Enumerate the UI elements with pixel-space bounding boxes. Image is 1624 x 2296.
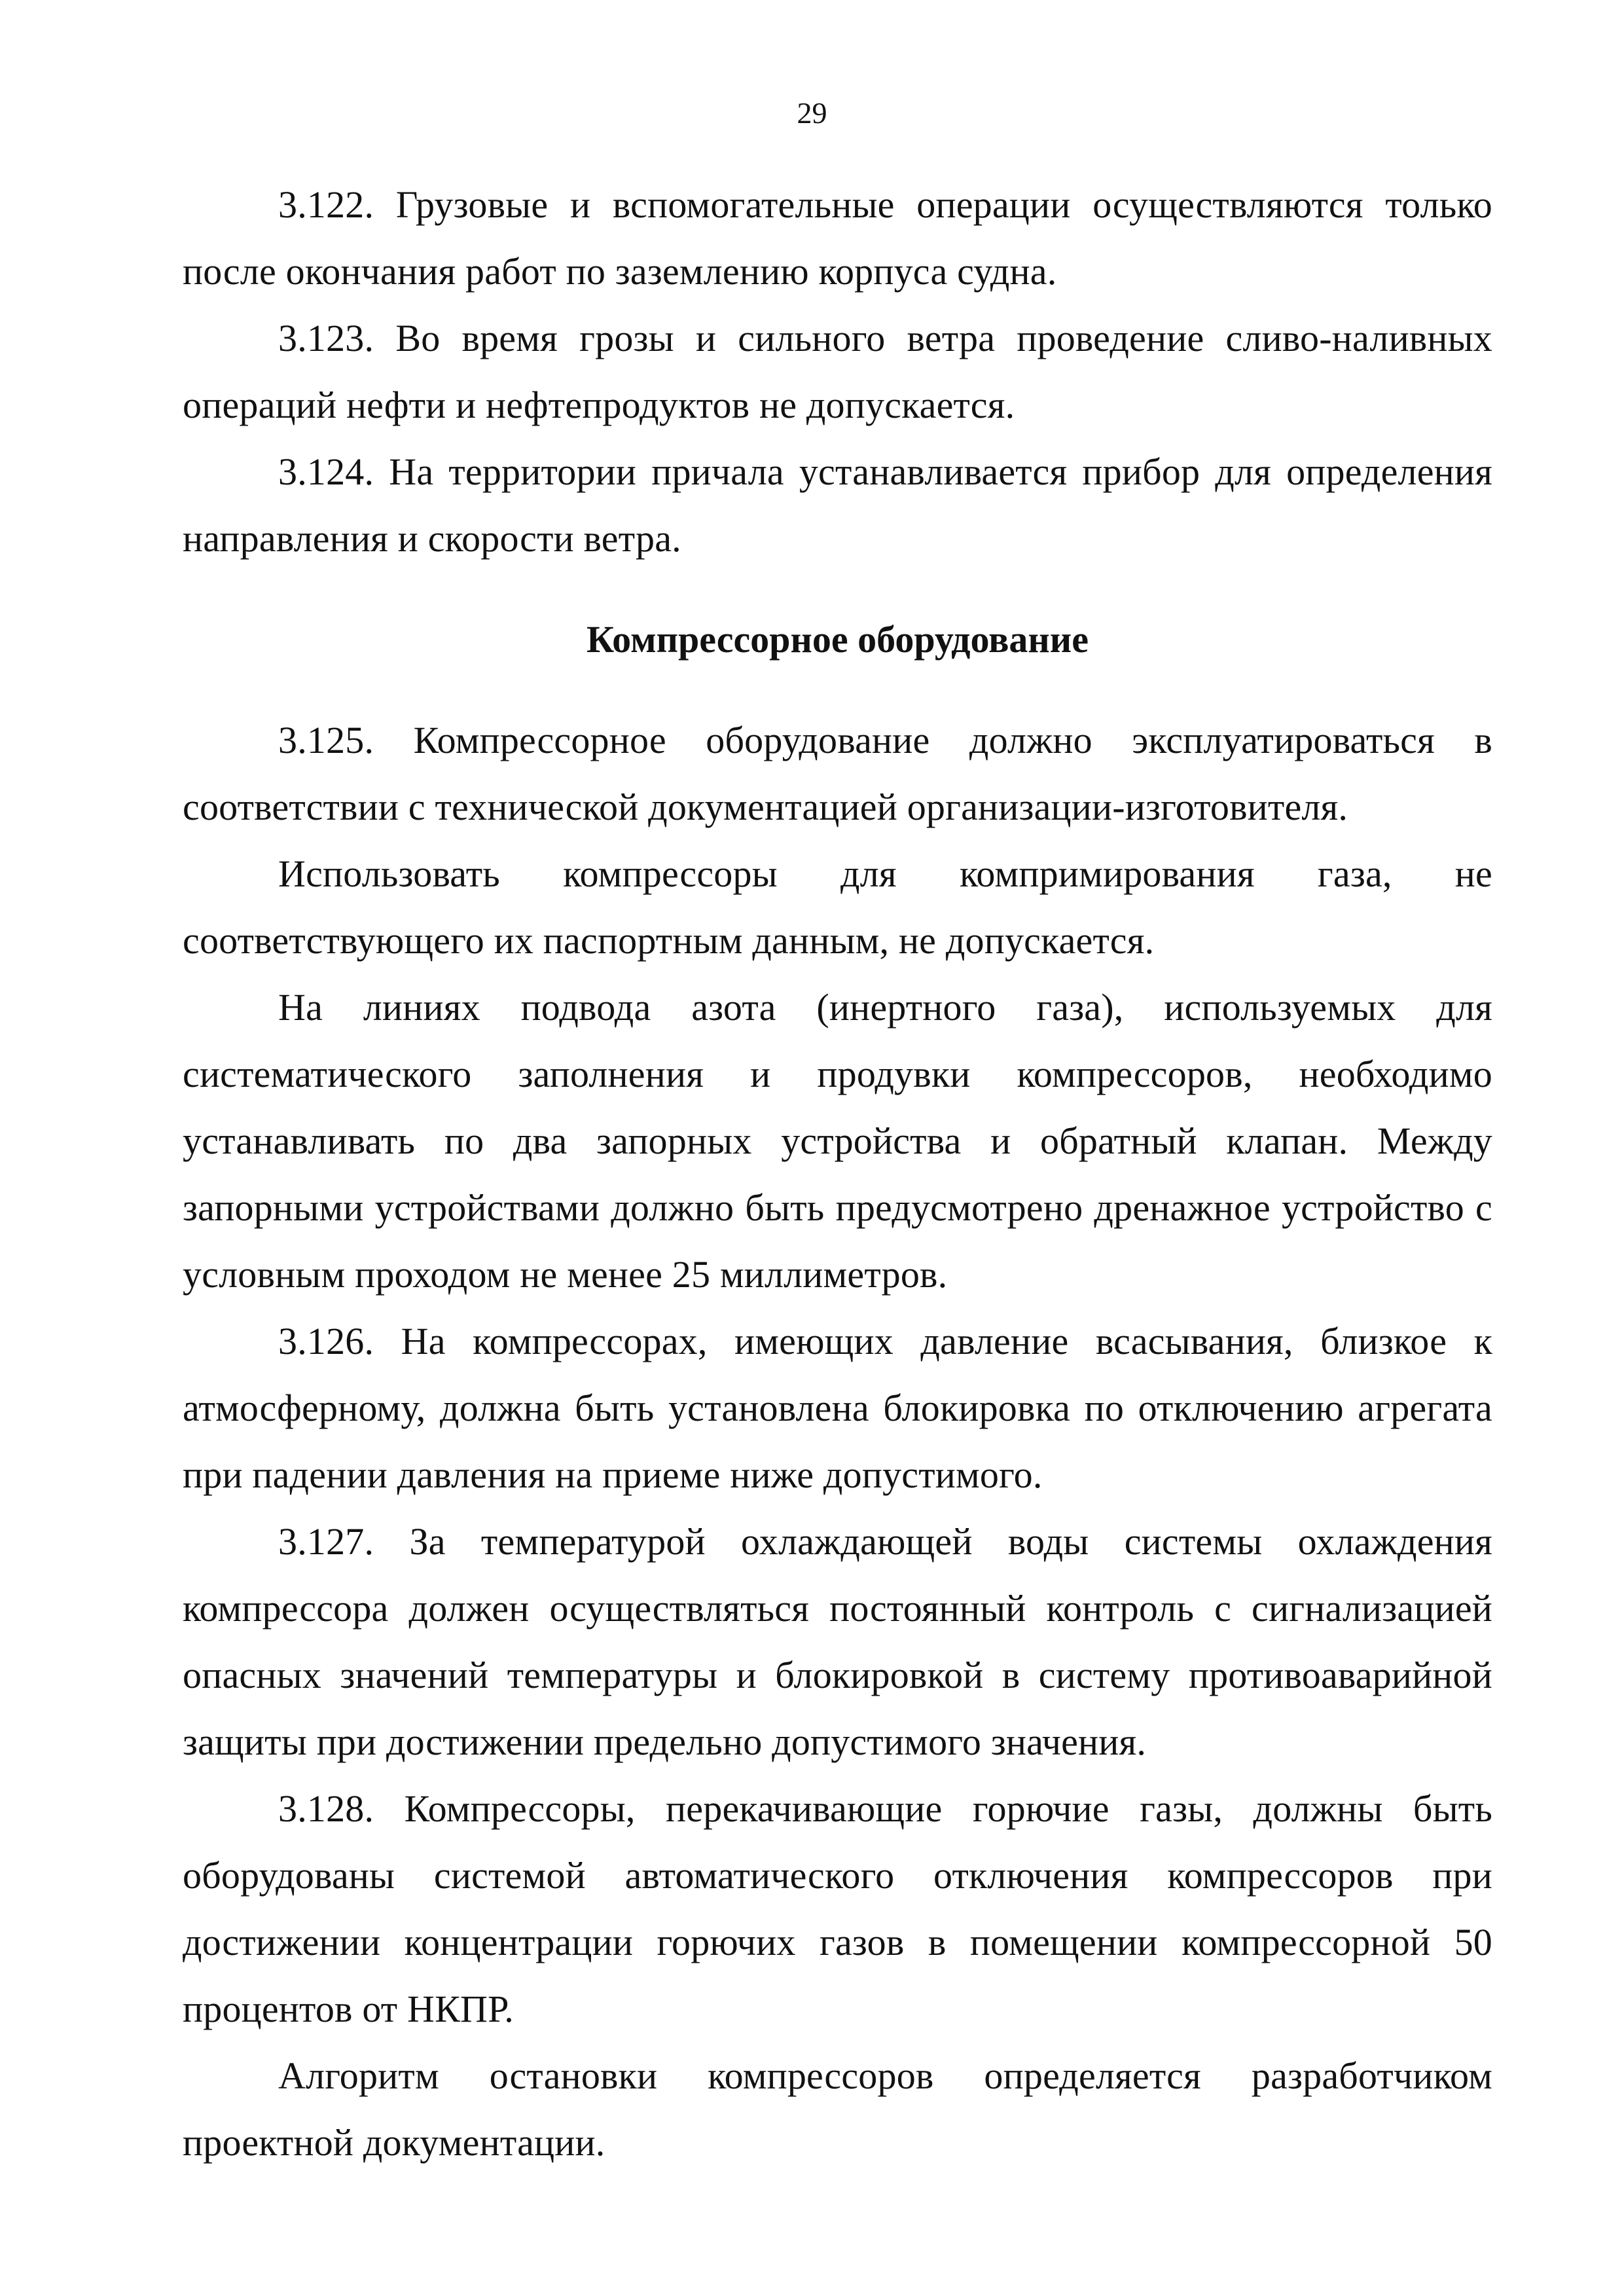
paragraph-3-128: 3.128. Компрессоры, перекачивающие горючие газы, должны быть оборудованы системой автоматического отключения компрессоров при достижении концентрации горючих газов в помещении компрессорной 50 процентов от НКПР. [183,1787,1492,2030]
paragraph-3-124: 3.124. На территории причала устанавливается прибор для определения направления и скорости ветра. [183,450,1492,560]
paragraph-3-126: 3.126. На компрессорах, имеющих давление всасывания, близкое к атмосферному, должна быть установлена блокировка по отключению агрегата при падении давления на приеме ниже допустимого. [183,1320,1492,1496]
paragraph-algorithm: Алгоритм остановки компрессоров определяется разработчиком проектной документации. [183,2054,1492,2164]
paragraph-3-125: 3.125. Компрессорное оборудование должно эксплуатироваться в соответствии с технической документацией организации-изготовителя. [183,719,1492,828]
section-heading: Компрессорное оборудование [586,618,1089,661]
paragraph-3-127: 3.127. За температурой охлаждающей воды системы охлаждения компрессора должен осуществляться постоянный контроль с сигнализацией опасных значений температуры и блокировкой в систему противоаварийной защиты при достижении предельно допустимого значения. [183,1520,1492,1763]
page-number: 29 [797,96,827,130]
page-content [183,172,1492,2176]
paragraph-nitrogen-lines: На линиях подвода азота (инертного газа), используемых для систематического заполнения и продувки компрессоров, необходимо устанавливать по два запорных устройства и обратный клапан. Между запорными устройствами должно быть предусмотрено дренажное устройство с условным проходом не менее 25 миллиметров. [183,986,1492,1296]
paragraph-compressors-usage: Использовать компрессоры для компримирования газа, не соответствующего их паспортным данным, не допускается. [183,852,1492,962]
paragraph-3-123: 3.123. Во время грозы и сильного ветра проведение сливо-наливных операций нефти и нефтепродуктов не допускается. [183,317,1492,426]
paragraph-3-122: 3.122. Грузовые и вспомогательные операции осуществляются только после окончания работ по заземлению корпуса судна. [183,183,1492,293]
